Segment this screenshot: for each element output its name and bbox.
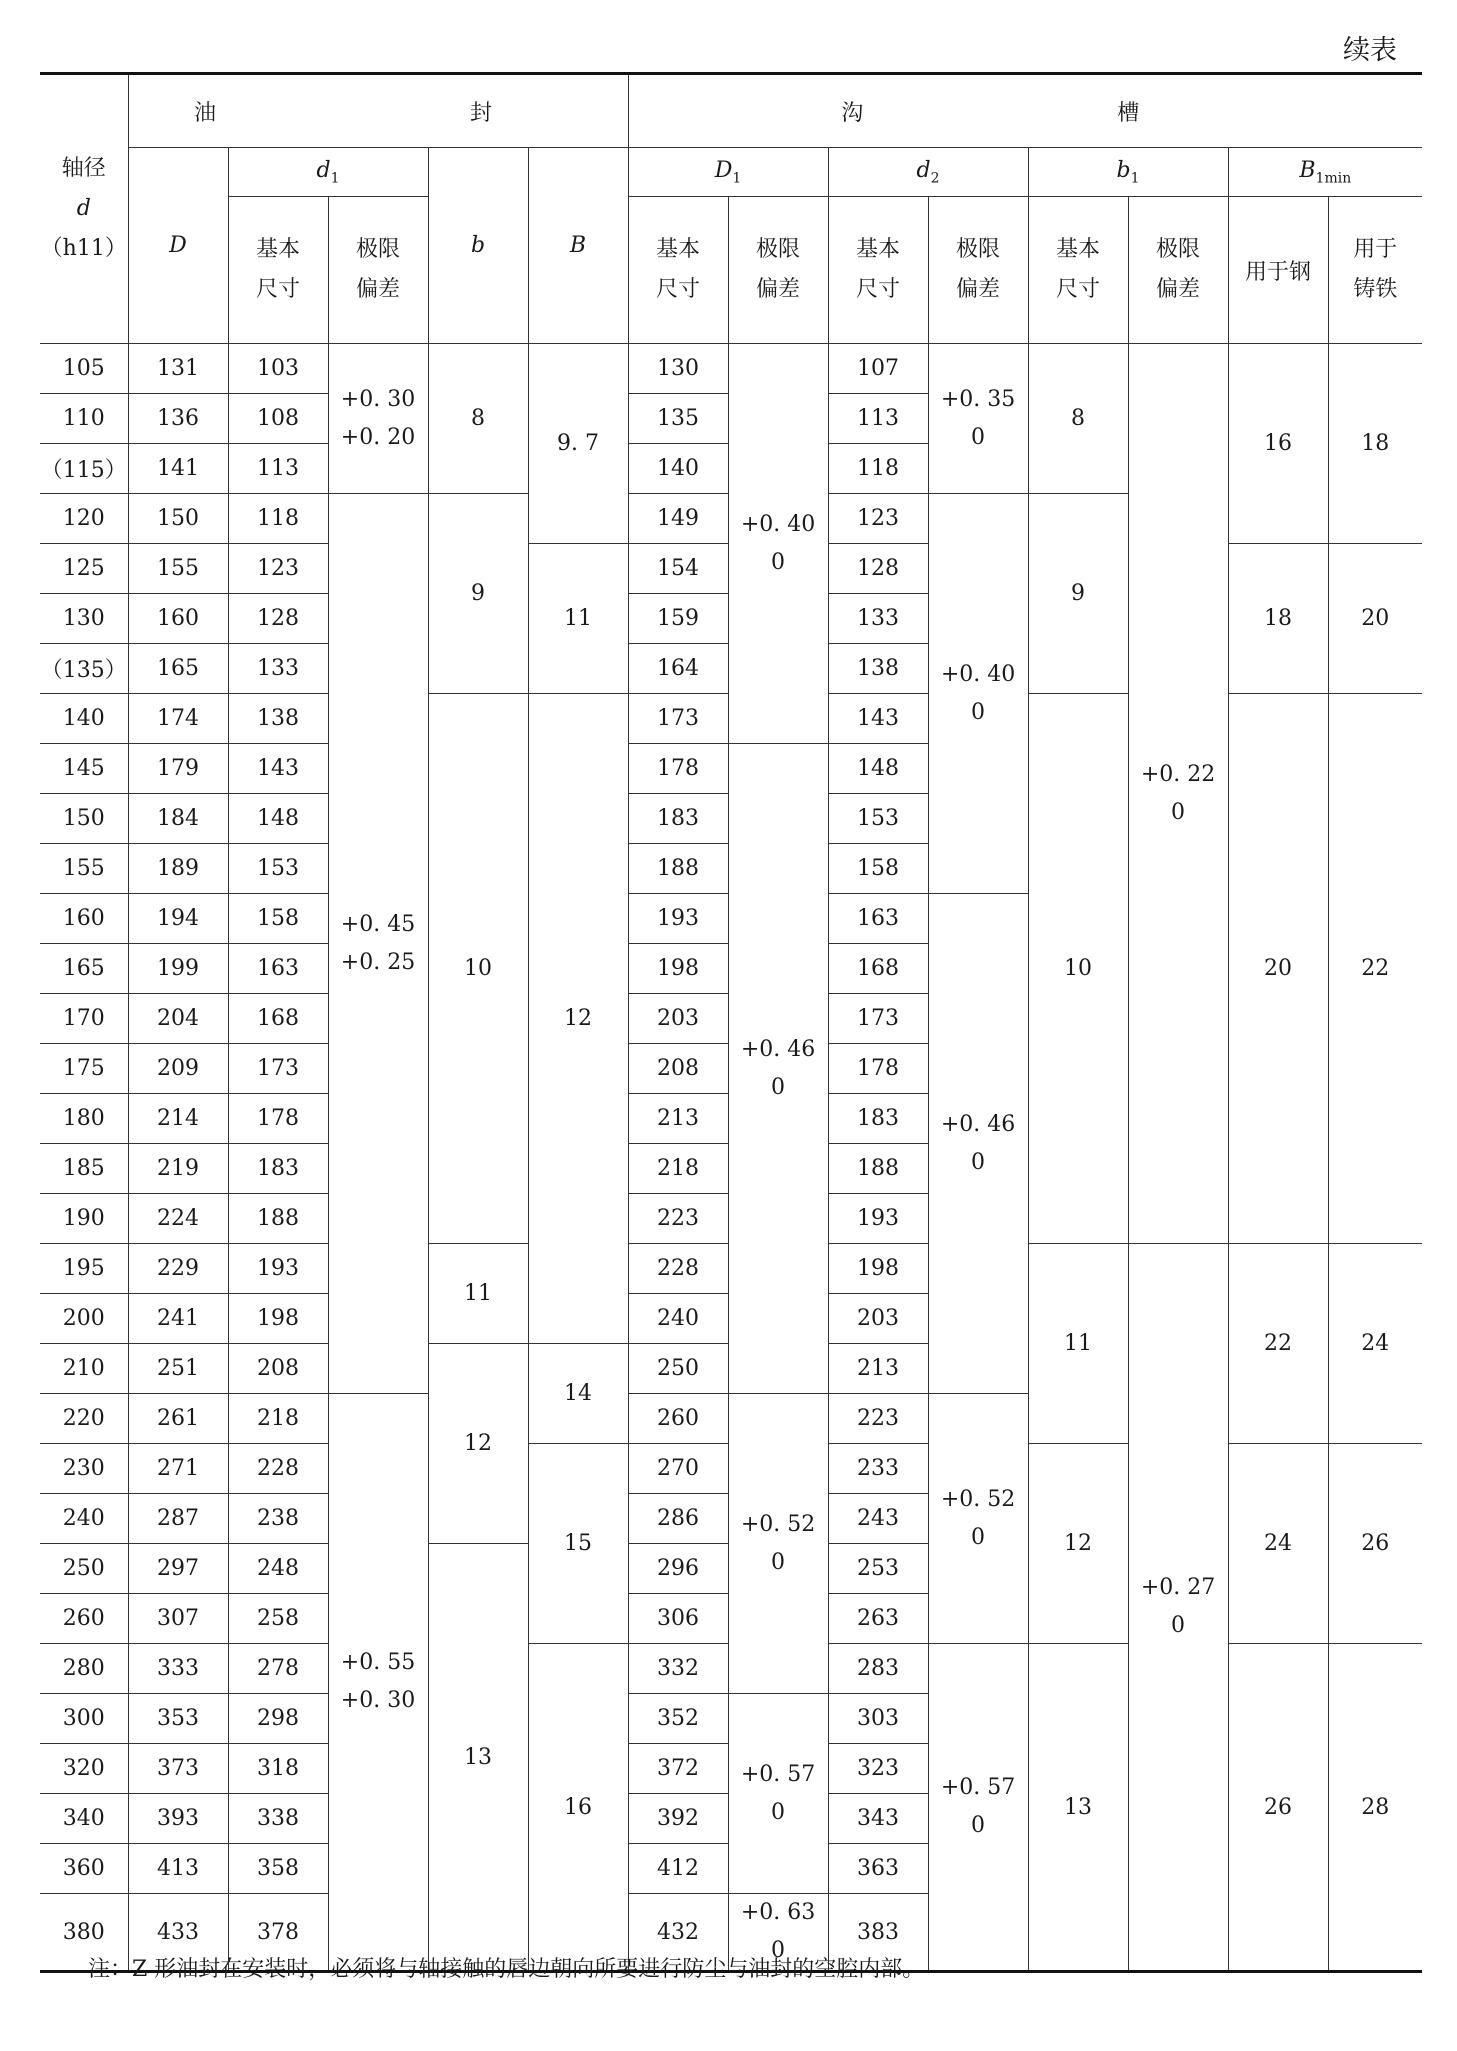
groove-B1-steel-cell: 22 xyxy=(1228,1244,1328,1444)
continued-label: 续表 xyxy=(1343,35,1397,66)
header-D1-basic: 基本 尺寸 xyxy=(628,197,728,344)
groove-D1-tolerance-cell-line: +0. 57 xyxy=(740,1761,816,1787)
groove-d2-tolerance-cell-line: +0. 57 xyxy=(940,1775,1016,1800)
seal-D-cell: 150 xyxy=(128,494,228,544)
groove-d2-tolerance-cell xyxy=(928,894,1028,1394)
seal-D-cell: 141 xyxy=(128,444,228,494)
groove-d2-basic-cell: 383 xyxy=(828,1894,928,1972)
shaft-diameter-cell: 250 xyxy=(40,1544,128,1594)
groove-d2-basic-cell: 178 xyxy=(828,1044,928,1094)
seal-D-cell: 297 xyxy=(128,1544,228,1594)
header-D1-limit: 极限 偏差 xyxy=(728,197,828,344)
seal-D-cell: 189 xyxy=(128,844,228,894)
groove-D1-basic-cell: 154 xyxy=(628,544,728,594)
seal-d1-tolerance-cell xyxy=(328,344,428,494)
seal-D-cell: 204 xyxy=(128,994,228,1044)
seal-D-cell: 373 xyxy=(128,1744,228,1794)
seal-d1-basic-cell: 163 xyxy=(228,944,328,994)
shaft-diameter-cell: 165 xyxy=(40,944,128,994)
groove-b1-tolerance-cell-line: +0. 22 xyxy=(1140,761,1216,787)
seal-B-cell: 16 xyxy=(528,1644,628,1972)
groove-d2-basic-cell: 128 xyxy=(828,544,928,594)
groove-B1-cast-iron-cell: 26 xyxy=(1328,1444,1422,1644)
seal-d1-basic-cell: 178 xyxy=(228,1094,328,1144)
groove-B1-steel-cell: 20 xyxy=(1228,694,1328,1244)
header-d1: $d_1$ xyxy=(228,148,428,197)
groove-B1-cast-iron-cell: 28 xyxy=(1328,1644,1422,1972)
groove-D1-basic-cell: 178 xyxy=(628,744,728,794)
seal-d1-basic-cell: 318 xyxy=(228,1744,328,1794)
groove-b1-tolerance-cell xyxy=(1128,344,1228,1244)
shaft-diameter-cell: 200 xyxy=(40,1294,128,1344)
shaft-diameter-cell: 185 xyxy=(40,1144,128,1194)
groove-B1-cast-iron-cell: 20 xyxy=(1328,544,1422,694)
seal-b-cell: 8 xyxy=(428,344,528,494)
groove-b1-basic-cell: 10 xyxy=(1028,694,1128,1244)
seal-d1-basic-cell: 108 xyxy=(228,394,328,444)
seal-d1-basic-cell: 218 xyxy=(228,1394,328,1444)
groove-d2-basic-cell: 198 xyxy=(828,1244,928,1294)
groove-d2-basic-cell: 243 xyxy=(828,1494,928,1544)
seal-d1-basic-cell: 298 xyxy=(228,1694,328,1744)
shaft-diameter-cell: 210 xyxy=(40,1344,128,1394)
groove-d2-tolerance-cell-line: +0. 46 xyxy=(940,1111,1016,1137)
groove-d2-basic-cell: 213 xyxy=(828,1344,928,1394)
seal-d1-basic-cell: 198 xyxy=(228,1294,328,1344)
oil-seal-groove-table xyxy=(40,72,1422,1973)
seal-D-cell: 333 xyxy=(128,1644,228,1694)
seal-d1-basic-cell: 113 xyxy=(228,444,328,494)
groove-D1-tolerance-cell-line: +0. 63 xyxy=(740,1900,816,1925)
groove-b1-basic-cell: 8 xyxy=(1028,344,1128,494)
shaft-diameter-cell: 110 xyxy=(40,394,128,444)
groove-d2-tolerance-cell xyxy=(928,1394,1028,1644)
groove-D1-basic-cell: 188 xyxy=(628,844,728,894)
groove-B1-cast-iron-cell: 22 xyxy=(1328,694,1422,1244)
seal-d1-basic-cell: 128 xyxy=(228,594,328,644)
groove-D1-basic-cell: 372 xyxy=(628,1744,728,1794)
groove-d2-basic-cell: 168 xyxy=(828,944,928,994)
groove-B1-cast-iron-cell: 24 xyxy=(1328,1244,1422,1444)
groove-d2-tolerance-cell-line: 0 xyxy=(971,1813,986,1838)
groove-b1-tolerance-cell xyxy=(1128,1244,1228,1972)
shaft-diameter-cell: 155 xyxy=(40,844,128,894)
shaft-diameter-cell: 280 xyxy=(40,1644,128,1694)
seal-D-cell: 229 xyxy=(128,1244,228,1294)
groove-d2-tolerance-cell-line: 0 xyxy=(971,424,986,450)
shaft-diameter-cell: 240 xyxy=(40,1494,128,1544)
seal-d1-basic-cell: 103 xyxy=(228,344,328,394)
groove-D1-basic-cell: 173 xyxy=(628,694,728,744)
seal-d1-basic-cell: 138 xyxy=(228,694,328,744)
groove-D1-basic-cell: 412 xyxy=(628,1844,728,1894)
groove-D1-basic-cell: 149 xyxy=(628,494,728,544)
groove-d2-tolerance-cell-line: +0. 40 xyxy=(940,661,1016,687)
seal-D-cell: 160 xyxy=(128,594,228,644)
header-B: B xyxy=(528,148,628,344)
seal-b-cell: 9 xyxy=(428,494,528,694)
table-row xyxy=(40,344,1422,394)
groove-D1-tolerance-cell xyxy=(728,744,828,1394)
seal-d1-basic-cell: 168 xyxy=(228,994,328,1044)
seal-d1-basic-cell: 123 xyxy=(228,544,328,594)
seal-d1-tolerance-cell xyxy=(328,1394,428,1972)
groove-D1-tolerance-cell-line: 0 xyxy=(771,1799,786,1825)
shaft-diameter-cell: 180 xyxy=(40,1094,128,1144)
groove-D1-basic-cell: 392 xyxy=(628,1794,728,1844)
shaft-diameter-cell: 105 xyxy=(40,344,128,394)
groove-d2-tolerance-cell xyxy=(928,494,1028,894)
shaft-diameter-cell: 300 xyxy=(40,1694,128,1744)
seal-D-cell: 241 xyxy=(128,1294,228,1344)
groove-D1-basic-cell: 228 xyxy=(628,1244,728,1294)
seal-D-cell: 214 xyxy=(128,1094,228,1144)
header-d2-basic: 基本 尺寸 xyxy=(828,197,928,344)
groove-d2-basic-cell: 203 xyxy=(828,1294,928,1344)
groove-d2-basic-cell: 153 xyxy=(828,794,928,844)
groove-D1-basic-cell: 135 xyxy=(628,394,728,444)
groove-d2-basic-cell: 193 xyxy=(828,1194,928,1244)
groove-D1-basic-cell: 193 xyxy=(628,894,728,944)
seal-D-cell: 136 xyxy=(128,394,228,444)
groove-D1-basic-cell: 159 xyxy=(628,594,728,644)
groove-D1-basic-cell: 164 xyxy=(628,644,728,694)
groove-D1-basic-cell: 332 xyxy=(628,1644,728,1694)
shaft-diameter-cell: 230 xyxy=(40,1444,128,1494)
groove-D1-basic-cell: 223 xyxy=(628,1194,728,1244)
header-cast-iron: 用于 铸铁 xyxy=(1328,197,1422,344)
groove-d2-tolerance-cell xyxy=(928,1644,1028,1972)
groove-b1-tolerance-cell-line: +0. 27 xyxy=(1140,1575,1216,1600)
shaft-diameter-cell: 145 xyxy=(40,744,128,794)
header-d2-limit: 极限 偏差 xyxy=(928,197,1028,344)
seal-d1-tolerance-cell-line: +0. 55 xyxy=(340,1650,416,1675)
seal-d1-basic-cell: 133 xyxy=(228,644,328,694)
header-d2: $d_2$ xyxy=(828,148,1028,197)
seal-b-cell: 11 xyxy=(428,1244,528,1344)
seal-D-cell: 307 xyxy=(128,1594,228,1644)
seal-b-cell: 10 xyxy=(428,694,528,1244)
groove-D1-basic-cell: 218 xyxy=(628,1144,728,1194)
groove-D1-basic-cell: 250 xyxy=(628,1344,728,1394)
seal-d1-tolerance-cell-line: +0. 20 xyxy=(340,424,416,450)
groove-d2-tolerance-cell-line: 0 xyxy=(971,699,986,725)
seal-B-cell: 15 xyxy=(528,1444,628,1644)
seal-d1-tolerance-cell-line: +0. 30 xyxy=(340,386,416,412)
groove-D1-tolerance-cell-line: 0 xyxy=(771,1549,786,1575)
groove-d2-basic-cell: 138 xyxy=(828,644,928,694)
groove-B1-steel-cell: 24 xyxy=(1228,1444,1328,1644)
seal-d1-tolerance-cell xyxy=(328,494,428,1394)
seal-D-cell: 179 xyxy=(128,744,228,794)
seal-d1-basic-cell: 148 xyxy=(228,794,328,844)
groove-D1-basic-cell: 203 xyxy=(628,994,728,1044)
seal-d1-tolerance-cell-line: +0. 25 xyxy=(340,949,416,975)
groove-d2-basic-cell: 107 xyxy=(828,344,928,394)
shaft-diameter-cell: 340 xyxy=(40,1794,128,1844)
seal-d1-basic-cell: 238 xyxy=(228,1494,328,1544)
seal-D-cell: 353 xyxy=(128,1694,228,1744)
seal-B-cell: 9. 7 xyxy=(528,344,628,544)
seal-D-cell: 271 xyxy=(128,1444,228,1494)
groove-D1-tolerance-cell xyxy=(728,344,828,744)
groove-d2-basic-cell: 343 xyxy=(828,1794,928,1844)
groove-d2-basic-cell: 223 xyxy=(828,1394,928,1444)
groove-d2-basic-cell: 183 xyxy=(828,1094,928,1144)
seal-d1-basic-cell: 153 xyxy=(228,844,328,894)
groove-D1-tolerance-cell-line: 0 xyxy=(771,1938,786,1963)
shaft-diameter-cell: 320 xyxy=(40,1744,128,1794)
seal-B-cell: 12 xyxy=(528,694,628,1344)
seal-d1-basic-cell: 173 xyxy=(228,1044,328,1094)
groove-b1-basic-cell: 11 xyxy=(1028,1244,1128,1444)
groove-b1-basic-cell: 13 xyxy=(1028,1644,1128,1972)
shaft-diameter-cell: 195 xyxy=(40,1244,128,1294)
groove-d2-basic-cell: 303 xyxy=(828,1694,928,1744)
shaft-diameter-cell: 360 xyxy=(40,1844,128,1894)
groove-D1-tolerance-cell-line: 0 xyxy=(771,549,786,575)
header-B1min: $B_{1min}$ xyxy=(1228,148,1422,197)
seal-d1-tolerance-cell-line: +0. 45 xyxy=(340,911,416,937)
seal-d1-tolerance-cell-line: +0. 30 xyxy=(340,1688,416,1713)
header-d1-limit: 极限 偏差 xyxy=(328,197,428,344)
groove-D1-basic-cell: 296 xyxy=(628,1544,728,1594)
header-b1-limit: 极限 偏差 xyxy=(1128,197,1228,344)
groove-d2-basic-cell: 233 xyxy=(828,1444,928,1494)
groove-D1-basic-cell: 140 xyxy=(628,444,728,494)
groove-d2-basic-cell: 113 xyxy=(828,394,928,444)
shaft-diameter-cell: 220 xyxy=(40,1394,128,1444)
groove-b1-basic-cell: 12 xyxy=(1028,1444,1128,1644)
groove-d2-tolerance-cell-line: 0 xyxy=(971,1149,986,1175)
groove-b1-tolerance-cell-line: 0 xyxy=(1171,1613,1186,1638)
groove-d2-basic-cell: 263 xyxy=(828,1594,928,1644)
shaft-diameter-cell: 170 xyxy=(40,994,128,1044)
header-D: D xyxy=(128,148,228,344)
groove-b1-basic-cell: 9 xyxy=(1028,494,1128,694)
groove-D1-tolerance-cell-line: +0. 52 xyxy=(740,1511,816,1537)
groove-D1-tolerance-cell xyxy=(728,1694,828,1894)
seal-D-cell: 131 xyxy=(128,344,228,394)
groove-B1-steel-cell: 16 xyxy=(1228,344,1328,544)
seal-D-cell: 251 xyxy=(128,1344,228,1394)
shaft-diameter-cell: 120 xyxy=(40,494,128,544)
seal-D-cell: 261 xyxy=(128,1394,228,1444)
groove-d2-tolerance-cell-line: 0 xyxy=(971,1524,986,1550)
groove-D1-basic-cell: 260 xyxy=(628,1394,728,1444)
seal-d1-basic-cell: 258 xyxy=(228,1594,328,1644)
shaft-diameter-cell: （135） xyxy=(40,644,128,694)
shaft-diameter-cell: 125 xyxy=(40,544,128,594)
header-b1: $b_1$ xyxy=(1028,148,1228,197)
groove-d2-basic-cell: 143 xyxy=(828,694,928,744)
groove-D1-basic-cell: 130 xyxy=(628,344,728,394)
shaft-diameter-cell: 380 xyxy=(40,1894,128,1972)
groove-D1-basic-cell: 270 xyxy=(628,1444,728,1494)
shaft-diameter-cell: 260 xyxy=(40,1594,128,1644)
groove-D1-basic-cell: 183 xyxy=(628,794,728,844)
groove-d2-tolerance-cell-line: +0. 52 xyxy=(940,1486,1016,1512)
seal-d1-basic-cell: 228 xyxy=(228,1444,328,1494)
seal-d1-basic-cell: 118 xyxy=(228,494,328,544)
seal-d1-basic-cell: 188 xyxy=(228,1194,328,1244)
groove-d2-basic-cell: 158 xyxy=(828,844,928,894)
shaft-diameter-cell: 175 xyxy=(40,1044,128,1094)
groove-d2-tolerance-cell-line: +0. 35 xyxy=(940,386,1016,412)
groove-D1-basic-cell: 286 xyxy=(628,1494,728,1544)
seal-D-cell: 155 xyxy=(128,544,228,594)
seal-d1-basic-cell: 183 xyxy=(228,1144,328,1194)
shaft-diameter-cell: 140 xyxy=(40,694,128,744)
groove-D1-basic-cell: 240 xyxy=(628,1294,728,1344)
shaft-diameter-cell: 160 xyxy=(40,894,128,944)
seal-B-cell: 14 xyxy=(528,1344,628,1444)
groove-d2-basic-cell: 253 xyxy=(828,1544,928,1594)
groove-d2-basic-cell: 283 xyxy=(828,1644,928,1694)
seal-D-cell: 287 xyxy=(128,1494,228,1544)
header-shaft: 轴径 d （h11） xyxy=(40,74,128,344)
seal-D-cell: 209 xyxy=(128,1044,228,1094)
seal-d1-basic-cell: 278 xyxy=(228,1644,328,1694)
groove-b1-tolerance-cell-line: 0 xyxy=(1171,799,1186,825)
groove-D1-basic-cell: 213 xyxy=(628,1094,728,1144)
groove-d2-tolerance-cell xyxy=(928,344,1028,494)
seal-D-cell: 219 xyxy=(128,1144,228,1194)
groove-d2-basic-cell: 173 xyxy=(828,994,928,1044)
seal-d1-basic-cell: 358 xyxy=(228,1844,328,1894)
header-steel: 用于钢 xyxy=(1228,197,1328,344)
groove-d2-basic-cell: 188 xyxy=(828,1144,928,1194)
seal-d1-basic-cell: 193 xyxy=(228,1244,328,1294)
groove-d2-basic-cell: 118 xyxy=(828,444,928,494)
seal-D-cell: 224 xyxy=(128,1194,228,1244)
groove-D1-tolerance-cell xyxy=(728,1394,828,1694)
groove-d2-basic-cell: 133 xyxy=(828,594,928,644)
groove-D1-tolerance-cell-line: +0. 46 xyxy=(740,1036,816,1062)
groove-d2-basic-cell: 148 xyxy=(828,744,928,794)
shaft-diameter-cell: （115） xyxy=(40,444,128,494)
seal-D-cell: 393 xyxy=(128,1794,228,1844)
groove-D1-tolerance-cell-line: 0 xyxy=(771,1074,786,1100)
seal-d1-basic-cell: 143 xyxy=(228,744,328,794)
groove-D1-basic-cell: 352 xyxy=(628,1694,728,1744)
groove-d2-basic-cell: 323 xyxy=(828,1744,928,1794)
groove-B1-steel-cell: 18 xyxy=(1228,544,1328,694)
groove-D1-basic-cell: 432 xyxy=(628,1894,728,1972)
seal-d1-basic-cell: 158 xyxy=(228,894,328,944)
header-b1-basic: 基本 尺寸 xyxy=(1028,197,1128,344)
seal-D-cell: 413 xyxy=(128,1844,228,1894)
groove-B1-steel-cell: 26 xyxy=(1228,1644,1328,1972)
shaft-diameter-cell: 150 xyxy=(40,794,128,844)
seal-D-cell: 199 xyxy=(128,944,228,994)
header-D1: $D_1$ xyxy=(628,148,828,197)
seal-d1-basic-cell: 338 xyxy=(228,1794,328,1844)
seal-D-cell: 194 xyxy=(128,894,228,944)
seal-D-cell: 433 xyxy=(128,1894,228,1972)
header-groove: 沟 槽 xyxy=(628,74,1422,148)
seal-d1-basic-cell: 248 xyxy=(228,1544,328,1594)
shaft-diameter-cell: 130 xyxy=(40,594,128,644)
seal-d1-basic-cell: 208 xyxy=(228,1344,328,1394)
seal-b-cell: 12 xyxy=(428,1344,528,1544)
seal-D-cell: 174 xyxy=(128,694,228,744)
groove-D1-basic-cell: 208 xyxy=(628,1044,728,1094)
header-d1-basic: 基本 尺寸 xyxy=(228,197,328,344)
groove-d2-basic-cell: 363 xyxy=(828,1844,928,1894)
groove-d2-basic-cell: 163 xyxy=(828,894,928,944)
seal-table-wrapper xyxy=(40,72,1422,1973)
seal-D-cell: 165 xyxy=(128,644,228,694)
seal-d1-basic-cell: 378 xyxy=(228,1894,328,1972)
groove-B1-cast-iron-cell: 18 xyxy=(1328,344,1422,544)
groove-D1-basic-cell: 198 xyxy=(628,944,728,994)
header-oil-seal: 油 封 xyxy=(128,74,628,148)
groove-D1-tolerance-cell-line: +0. 40 xyxy=(740,511,816,537)
seal-B-cell: 11 xyxy=(528,544,628,694)
seal-D-cell: 184 xyxy=(128,794,228,844)
header-b: b xyxy=(428,148,528,344)
seal-b-cell: 13 xyxy=(428,1544,528,1972)
table-note: 注：Z 形油封在安装时，必须将与轴接触的唇边朝向所要进行防尘与油封的空腔内部。 xyxy=(88,1957,925,1982)
shaft-diameter-cell: 190 xyxy=(40,1194,128,1244)
groove-D1-basic-cell: 306 xyxy=(628,1594,728,1644)
groove-d2-basic-cell: 123 xyxy=(828,494,928,544)
